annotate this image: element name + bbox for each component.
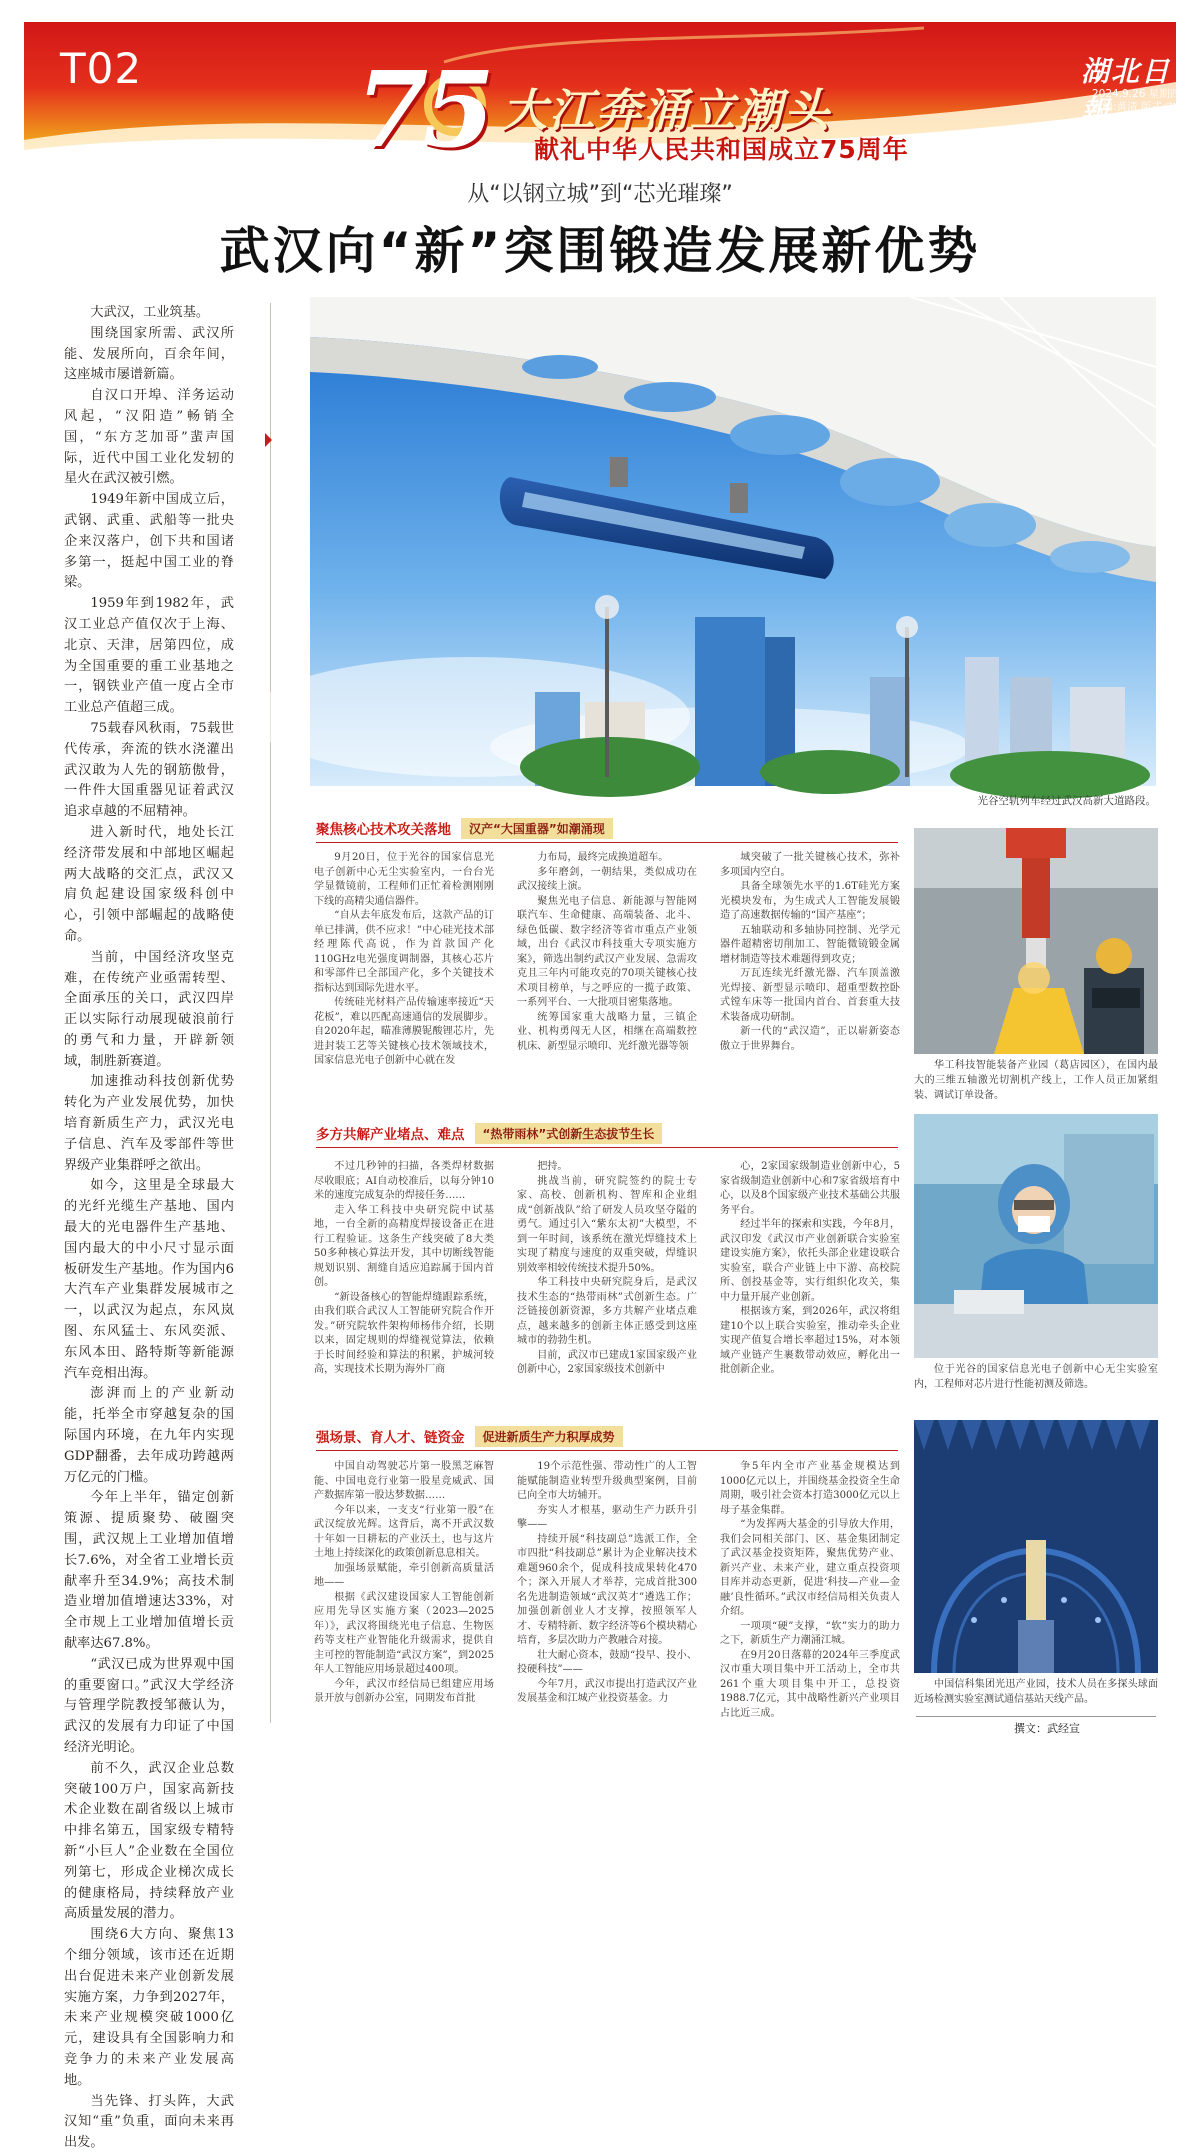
antenna-lab-photo	[914, 1420, 1158, 1673]
section-tag: 汉产“大国重器”如潮涌现	[461, 818, 613, 839]
body-paragraph: 今年，武汉市经信局已组建应用场景开放与创新办公室，同期发布首批	[314, 1678, 494, 1704]
side-photo-caption: 华工科技智能装备产业园（葛店园区），在国内最大的三维五轴激光切割机产线上，工作人员正加紧组装、调试订单设备。	[914, 1060, 1158, 1101]
intro-paragraph: 当先锋、打头阵，大武汉知“重”负重，面向未来再出发。	[64, 2093, 234, 2151]
cleanroom-photo	[914, 1114, 1158, 1358]
body-paragraph: 壮大耐心资本，鼓励“投早、投小、投硬科技”——	[517, 1649, 697, 1675]
section-header	[316, 1122, 662, 1144]
issue-date: 2024.9.26 星期四	[1092, 88, 1181, 100]
issue-info	[1092, 88, 1197, 114]
text-column	[517, 851, 697, 1066]
body-paragraph: “为发挥两大基金的引导放大作用，我们会同相关部门、区、基金集团制定了武汉基金投资矩阵，聚焦优势产业、新兴产业、未来产业，建立重点投资项目库并动态更新，促进‘科技—产业—金融’良性循环。”武汉市经信局相关负责人介绍。	[720, 1519, 900, 1617]
laser-cutting-photo-illustration	[914, 828, 1158, 1054]
body-paragraph: 传统硅光材料产品传输速率接近“天花板”，难以匹配高速通信的发展脚步。自2020年起，瞄准薄膜铌酸锂芯片，先进封装工艺等关键核心技术领域技术，国家信息光电子创新中心就在发	[314, 997, 494, 1066]
text-column	[517, 1460, 697, 1715]
body-paragraph: 在9月20日落幕的2024年三季度武汉市重大项目集中开工活动上，全市共261个重大项目集中开工，总投资1988.7亿元，其中战略性新兴产业项目占比近三成。	[720, 1649, 900, 1719]
issue-editors: 责编:黄清 版式:宋小为	[1092, 101, 1197, 113]
laser-cutting-photo	[914, 828, 1158, 1054]
body-paragraph: 力布局，最终完成换道超车。	[537, 852, 669, 863]
antenna-lab-photo-illustration	[914, 1420, 1158, 1673]
text-column	[720, 851, 900, 1066]
body-paragraph: “新设备核心的智能焊缝跟踪系统，由我们联合武汉人工智能研究院合作开发。”研究院软件架构师杨伟介绍，长期以来，固定规则的焊缝视觉算法，依赖于长时间经验和算法的积累，护城河较高，实现技术长期为海外厂商	[314, 1291, 494, 1375]
intro-paragraph: 今年上半年，锚定创新策源、提质聚势、破圈突围，武汉规上工业增加值增长7.6%，对全省工业增长贡献率升至34.9%；高技术制造业增加值增速达33%，对全市规上工业增加值增长贡献率达67.8%。	[64, 1490, 234, 1651]
sky-rail-photo-illustration	[310, 297, 1156, 786]
side-photo-caption: 中国信科集团光迅产业园，技术人员在多探头球面近场检测实验室测试通信基站天线产品。	[914, 1679, 1158, 1705]
body-paragraph: 五轴联动和多轴协同控制、光学元器件超精密切削加工、智能微镜锻金属增材制造等技术难题得到攻克；	[720, 924, 900, 965]
page-code: T02	[60, 44, 143, 93]
section-header	[316, 817, 613, 839]
intro-paragraph: 1959年到1982年，武汉工业总产值仅次于上海、北京、天津，居第四位，成为全国重要的重工业基地之一，钢铁业产值一度占全市工业总产值超三成。	[64, 596, 234, 716]
body-paragraph: 不过几秒钟的扫描，各类焊材数据尽收眼底；AI自动校准后，以每分钟10米的速度完成复杂的焊接任务……	[314, 1161, 494, 1201]
text-column	[314, 1460, 494, 1715]
article-kicker: 从“以钢立城”到“芯光璀璨”	[467, 182, 733, 207]
section-rule	[316, 1450, 898, 1451]
column-divider	[270, 303, 271, 1723]
intro-paragraph: “武汉已成为世界观中国的重要窗口。”武汉大学经济与管理学院教授邹薇认为，武汉的发展有力印证了中国经济光明论。	[64, 1656, 234, 1755]
body-paragraph: 统筹国家重大战略力量，三镇企业、机构勇闯无人区，相继在高端数控机床、新型显示喷印、光纤激光器等领	[517, 1011, 697, 1052]
main-photo-caption: 光谷空轨列车经过武汉高新大道路段。	[977, 795, 1156, 807]
section-title: 多方共解产业堵点、难点	[316, 1127, 465, 1143]
article-headline: 武汉向“新”突围锻造发展新优势	[219, 222, 981, 280]
section-tag: 促进新质生产力积厚成势	[475, 1426, 623, 1447]
intro-paragraph: 进入新时代，地处长江经济带发展和中部地区崛起两大战略的交汇点，武汉又肩负起建设国家级科创中心，引领中部崛起的战略使命。	[64, 824, 234, 944]
cleanroom-photo-illustration	[914, 1114, 1158, 1358]
intro-paragraph: 围绕6大方向、聚焦13个细分领域，该市还在近期出台促进未来产业创新发展实施方案，力争到2027年，未来产业规模突破1000亿元，建设具有全国影响力和竞争力的未来产业发展高地。	[64, 1927, 234, 2088]
body-paragraph: 挑战当前，研究院签约的院士专家、高校、创新机构、智库和企业组成“创新战队”给了研发人员攻坚夺隘的勇气。通过引入“紫东太初”大模型，不到一年时间，该系统在激光焊缝技术上实现了精度与速度的双重突破，焊缝识别效率相较传统技术提升50%。	[517, 1175, 697, 1274]
section-body	[314, 851, 900, 1066]
text-column	[314, 851, 494, 1066]
section-header	[316, 1425, 623, 1447]
intro-paragraph: 自汉口开埠、洋务运动风起，“汉阳造”畅销全国，“东方芝加哥”蜚声国际，近代中国工业化发轫的星火在武汉被引燃。	[64, 388, 234, 487]
intro-paragraph: 加速推动科技创新优势转化为产业发展优势，加快培育新质生产力，武汉光电子信息、汽车及零部件等世界级产业集群呼之欲出。	[64, 1074, 234, 1173]
body-paragraph: 争5年内全市产业基金规模达到1000亿元以上，并围绕基金投资全生命周期，吸引社会资本打造3000亿元以上母子基金集群。	[720, 1461, 900, 1516]
body-paragraph: 走入华工科技中央研究院中试基地，一台全新的高精度焊接设备正在进行工程验证。这条生产线突破了8大类50多种核心算法开发，其中切断线智能规划识别、割缝自适应追踪属于国内首创。	[314, 1204, 494, 1288]
intro-paragraph: 围绕国家所需、武汉所能、发展所向，百余年间，这座城市屡谱新篇。	[64, 325, 234, 383]
intro-paragraph: 1949年新中国成立后，武钢、武重、武船等一批央企来汉落户，创下共和国诸多第一，挺起中国工业的脊梁。	[64, 492, 234, 591]
body-paragraph: 万瓦连续光纤激光器、汽车顶盖激光焊接、新型显示喷印、超重型数控卧式镗车床等一批国内首台、首套重大技术装备成功研制。	[720, 968, 900, 1023]
text-column	[314, 1160, 494, 1392]
intro-paragraph: 75载春风秋雨，75载世代传承，奔流的铁水浇灌出武汉敢为人先的钢筋傲骨，一件件大国重器见证着武汉追求卓越的不屈精神。	[64, 720, 234, 820]
body-paragraph: “自从去年底发布后，这款产品的订单已排满，供不应求！”中心硅光技术部经理陈代高说，作为首款国产化110GHz电光强度调制器，其核心芯片和零部件已全部国产化，多个关键技术指标达到国际先进水平。	[314, 910, 494, 994]
text-column	[720, 1460, 900, 1719]
side-photo-caption: 位于光谷的国家信息光电子创新中心无尘实验室内，工程师对芯片进行性能初测及筛选。	[914, 1364, 1158, 1390]
body-paragraph: 根据《武汉建设国家人工智能创新应用先导区实施方案（2023—2025年）》，武汉将围绕光电子信息、生物医药等支柱产业智能化升级需求，提供自主可控的智能制造“武汉方案”，到2025年人工智能应用场景超过400项。	[314, 1591, 494, 1675]
intro-paragraph: 前不久，武汉企业总数突破100万户，国家高新技术企业数在副省级以上城市中排名第五，国家级专精特新“小巨人”企业数在全国位列第七，形成企业梯次成长的健康格局，持续释放产业高质量发展的潜力。	[64, 1760, 234, 1922]
text-column	[517, 1160, 697, 1392]
body-paragraph: 9月20日，位于光谷的国家信息光电子创新中心无尘实验室内，一台台光学显微镜前，工程师们正忙着检测刚刚下线的高精尖通信器件。	[314, 852, 494, 907]
divider-notch-marker	[265, 433, 272, 447]
intro-paragraph: 当前，中国经济攻坚克难，在传统产业亟需转型、全面承压的关口，武汉四岸正以实际行动展现破浪前行的勇气和力量，开辟新领域，制胜新赛道。	[64, 949, 234, 1069]
body-paragraph: 把持。	[537, 1161, 568, 1172]
anniversary-number: 75	[356, 48, 489, 171]
intro-paragraph: 大武汉，工业筑基。	[90, 305, 210, 320]
intro-paragraph: 澎湃而上的产业新动能，托举全市穿越复杂的国际国内环境，在九年内实现GDP翻番，去年成功跨越两万亿元的门槛。	[64, 1386, 234, 1485]
body-paragraph: 具备全球领先水平的1.6T硅光方案光模块发布，为生成式人工智能发展锻造了高速数据传输的“国产基座”；	[720, 881, 900, 921]
section-title: 聚焦核心技术攻关落地	[316, 822, 451, 838]
body-paragraph: 多年磨剑，一朝结果，类似成功在武汉接续上演。	[517, 866, 697, 892]
body-paragraph: 一项项“硬”支撑，“软”实力的助力之下，新质生产力潮涌江城。	[720, 1620, 900, 1646]
body-paragraph: 持续开展“科技副总”选派工作，全市四批“科技副总”累计为企业解决技术难题960余个，促成科技成果转化470个；深入开展人才举荐，完成首批300名先进制造领域“武汉英才”遴选工作；加强创新创业人才支撑，按照领军人才、专精特新、数字经济等6个模块精心培育，多层次助力产教融合对接。	[517, 1533, 697, 1646]
masthead-banner	[24, 22, 1197, 171]
body-paragraph: 心，2家国家级制造业创新中心，5家省级制造业创新中心和7家省级培育中心，以及8个国家级产业技术基础公共服务平台。	[720, 1161, 900, 1216]
body-paragraph: 今年以来，一支支“行业第一股”在武汉绽放光辉。这背后，离不开武汉数十年如一日耕耘的产业沃土，也与这片土地上持续深化的政策创新息息相关。	[314, 1504, 494, 1559]
byline-rule	[916, 1716, 1156, 1717]
section-title: 强场景、育人才、链资金	[316, 1430, 465, 1446]
body-paragraph: 今年7月，武汉市提出打造武汉产业发展基金和江城产业投资基金。力	[517, 1678, 697, 1704]
intro-paragraph: 如今，这里是全球最大的光纤光缆生产基地、国内最大的光电器件生产基地、国内最大的中小尺寸显示面板研发生产基地。作为国内6大汽车产业集群发展城市之一，以武汉为起点，东风岚图、东风猛士、东风奕派、东风本田、路特斯等新能源汽车竞相出海。	[64, 1178, 234, 1381]
section-rule	[316, 1147, 898, 1148]
body-paragraph: 根据该方案，到2026年，武汉将组建10个以上联合实验室，推动牵头企业实现产值复合增长率超过15%，对本领域产业链产生裹数带动效应，孵化出一批创新企业。	[720, 1306, 900, 1375]
body-paragraph: 华工科技中央研究院身后，是武汉技术生态的“热带雨林”式创新生态。广泛链接创新资源，多方共解产业堵点难点，越来越多的创新主体正感受到这座城市的勃勃生机。	[517, 1277, 697, 1346]
body-paragraph: 经过半年的探索和实践，今年8月，武汉印发《武汉市产业创新联合实验室建设实施方案》，依托头部企业建设联合实验室，联合产业链上中下游、高校院所、创投基金等，实行组织化攻关，集中力量开展产业创新。	[720, 1219, 900, 1303]
section-body	[314, 1460, 900, 1719]
section-tag: “热带雨林”式创新生态拔节生长	[475, 1123, 663, 1144]
body-paragraph: 域突破了一批关键核心技术，弥补多项国内空白。	[720, 852, 900, 878]
body-paragraph: 聚焦光电子信息、新能源与智能网联汽车、生命健康、高端装备、北斗、绿色低碳、数字经济等省市重点产业领域，出台《武汉市科技重大专项实施方案》，筛选出制约武汉产业发展、急需攻克且三年内可能攻克的70项关键核心技术项目榜单，与之呼应的一揽子政策、一系列平台、一大批项目密集落地。	[517, 895, 697, 1008]
section-body	[314, 1160, 900, 1392]
body-paragraph: 19个示范性强、带动性广的人工智能赋能制造业转型升级典型案例，目前已向全市大坊辅开。	[517, 1461, 697, 1501]
sky-rail-photo	[310, 297, 1156, 786]
body-paragraph: 新一代的“武汉造”，正以崭新姿态傲立于世界舞台。	[720, 1026, 900, 1052]
body-paragraph: 目前，武汉市已建成1家国家级产业创新中心，2家国家级技术创新中	[517, 1349, 697, 1375]
intro-column	[64, 303, 234, 2154]
newspaper-logo: 湖北日報	[1081, 55, 1172, 128]
section-rule	[316, 842, 898, 843]
body-paragraph: 加强场景赋能，牵引创新高质量活地——	[314, 1562, 494, 1588]
anniversary-tribute: 献礼中华人民共和国成立75周年	[534, 135, 909, 164]
body-paragraph: 夯实人才根基，驱动生产力跃升引擎——	[517, 1504, 697, 1530]
byline: 撰文：武经宣	[1014, 1722, 1080, 1735]
text-column	[720, 1160, 900, 1392]
anniversary-slogan: 大江奔涌立潮头	[502, 84, 832, 137]
body-paragraph: 中国自动驾驶芯片第一股黑芝麻智能、中国电竞行业第一股星竞威武、国产数据库第一股达梦数据……	[314, 1461, 494, 1501]
